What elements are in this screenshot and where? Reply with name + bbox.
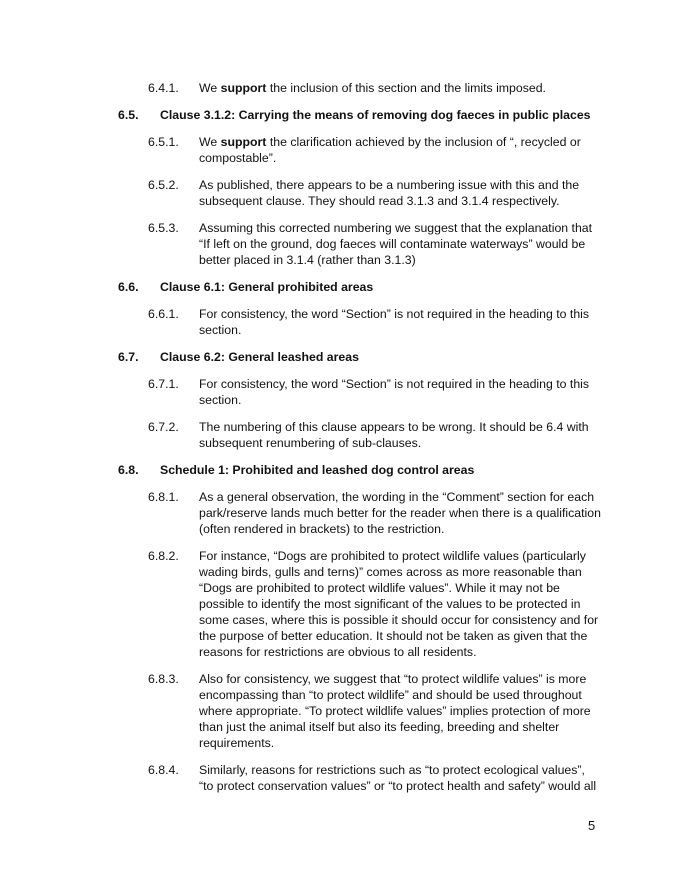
clause-text: subsequent renumbering of sub-clauses. [199, 436, 422, 450]
clause-text: As published, there appears to be a numbering issue with this and the [199, 178, 580, 192]
clause-text: section. [199, 323, 242, 337]
clause-text: The numbering of this clause appears to be wrong. It should be 6.4 with [199, 420, 589, 434]
clause-text: possible to identify the most significant of the values to be protected in [199, 597, 581, 611]
page-number: 5 [588, 818, 596, 833]
clause-text: some cases, where this is possible it should occur for consistency and for [199, 613, 599, 627]
section-heading: Clause 6.2: General leashed areas [160, 350, 359, 364]
clause-text: encompassing than “to protect wildlife” and should be used throughout [199, 688, 582, 702]
clause-text: “to protect conservation values” or “to protect health and safety” would all [199, 779, 597, 793]
section-heading: Clause 6.1: General prohibited areas [160, 280, 374, 294]
clause-text: As a general observation, the wording in the “Comment” section for each [199, 490, 595, 504]
clause-text: wading birds, gulls and terns)” comes across as more reasonable than [199, 565, 582, 579]
section-number: 6.6. [118, 280, 139, 294]
clause-number: 6.5.1. [148, 135, 179, 149]
clause-text: (often rendered in brackets) to the restriction. [199, 522, 445, 536]
clause-text: better placed in 3.1.4 (rather than 3.1.3) [199, 253, 416, 267]
clause-number: 6.6.1. [148, 307, 179, 321]
clause-text: Similarly, reasons for restrictions such as “to protect ecological values”, [199, 763, 585, 777]
clause-text: “Dogs are prohibited to protect wildlife values”. While it may not be [199, 581, 560, 595]
section-number: 6.7. [118, 350, 139, 364]
clause-number: 6.7.2. [148, 420, 179, 434]
clause-number: 6.7.1. [148, 377, 179, 391]
clause-text: reasons for restrictions are obvious to all residents. [199, 645, 477, 659]
section-heading: Schedule 1: Prohibited and leashed dog control areas [160, 463, 475, 477]
clause-number: 6.8.3. [148, 672, 179, 686]
clause-text: Also for consistency, we suggest that “to protect wildlife values” is more [199, 672, 587, 686]
clause-text: For consistency, the word “Section” is not required in the heading to this [199, 377, 590, 391]
clause-text: section. [199, 393, 242, 407]
section-heading: Clause 3.1.2: Carrying the means of removing dog faeces in public places [160, 108, 591, 122]
clause-number: 6.5.2. [148, 178, 179, 192]
clause-number: 6.8.1. [148, 490, 179, 504]
clause-text: For consistency, the word “Section” is not required in the heading to this [199, 307, 590, 321]
clause-text: We support the clarification achieved by the inclusion of “, recycled or [199, 135, 581, 149]
clause-number: 6.8.2. [148, 549, 179, 563]
clause-number: 6.5.3. [148, 221, 179, 235]
clause-text: compostable”. [199, 151, 277, 165]
clause-text: “If left on the ground, dog faeces will contaminate waterways” would be [199, 237, 586, 251]
clause-text: Assuming this corrected numbering we suggest that the explanation that [199, 221, 593, 235]
clause-text: requirements. [199, 736, 275, 750]
section-number: 6.5. [118, 108, 139, 122]
clause-text: subsequent clause. They should read 3.1.3 and 3.1.4 respectively. [199, 194, 560, 208]
section-number: 6.8. [118, 463, 139, 477]
clause-text: park/reserve lands much better for the reader when there is a qualification [199, 506, 601, 520]
clause-text: than just the animal itself but also its feeding, breeding and shelter [199, 720, 560, 734]
clause-text: where appropriate. “To protect wildlife values” implies protection of more [199, 704, 591, 718]
clause-text: For instance, “Dogs are prohibited to protect wildlife values (particularly [199, 549, 586, 563]
clause-number: 6.4.1. [148, 81, 179, 95]
clause-number: 6.8.4. [148, 763, 179, 777]
clause-text: the purpose of better education. It should not be taken as given that the [199, 629, 588, 643]
clause-text: We support the inclusion of this section and the limits imposed. [199, 81, 546, 95]
